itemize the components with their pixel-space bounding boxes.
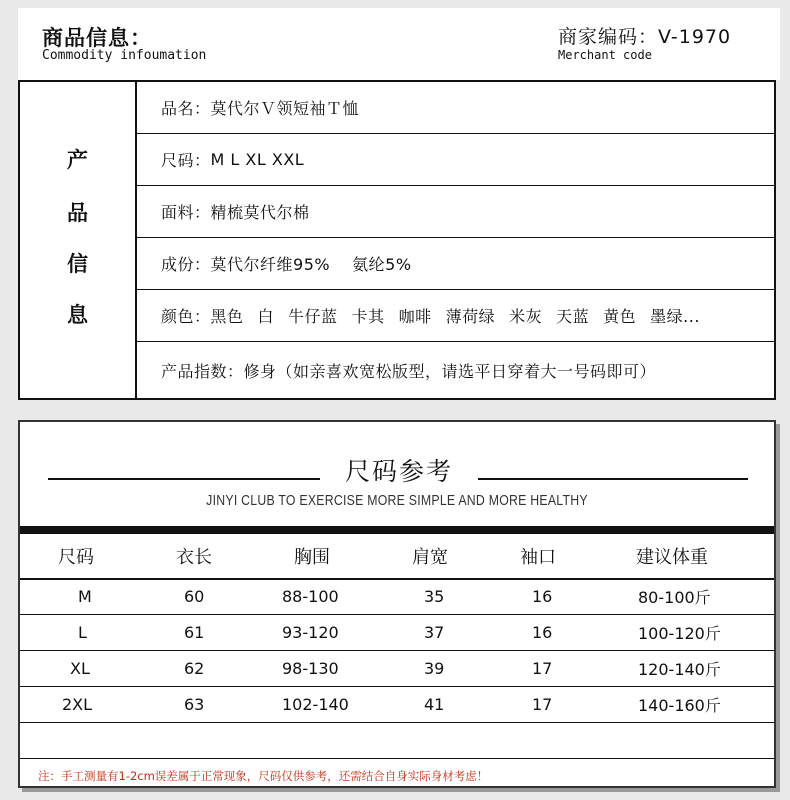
title-divider-right [478,478,748,480]
row-label: 成份： [161,255,211,274]
measurement-note: 注：手工测量有1-2cm误差属于正常现象，尺码仅供参考，还需结合自身实际身材考虑！ [38,769,489,783]
row-label: 面料： [161,203,211,222]
color-option: 白 [257,307,275,326]
empty-table-row [20,722,774,759]
color-option: 黑色 [210,307,244,326]
row-label: 产品指数： [161,361,244,381]
color-option: 天蓝 [556,307,590,326]
table-row [20,686,774,723]
cuff-cell: 17 [532,658,553,678]
color-option: 薄荷绿 [445,307,496,326]
fabric-row [137,186,776,238]
length-cell: 63 [184,694,205,714]
size-cell: 2XL [62,694,93,714]
table-row [20,578,774,615]
thick-divider [20,526,774,534]
color-option: 卡其 [351,307,385,326]
commodity-info-subtitle: Commodity infoumation [42,48,207,63]
size-cell: XL [70,658,90,678]
header-cell: 袖口 [520,547,556,568]
weight-cell: 140-160斤 [638,695,721,715]
chest-cell: 93-120 [282,622,339,642]
side-char: 品 [67,201,88,225]
row-value: 莫代尔纤维95% 氨纶5% [210,255,412,274]
size-cell: M [78,586,92,606]
cuff-cell: 16 [532,622,553,642]
color-option: 牛仔蓝 [288,307,338,326]
product-name-row [137,82,776,134]
size-chart-title: 尺码参考 [344,457,453,486]
chest-cell: 88-100 [282,586,339,606]
color-option: 黄色 [603,307,637,326]
header-cell: 建议体重 [636,547,708,568]
color-option: 咖啡 [398,307,432,326]
row-label: 颜色： [161,307,211,326]
row-value: 修身（如亲喜欢宽松版型，请选平日穿着大一号码即可） [243,361,657,381]
shoulder-cell: 37 [424,622,445,642]
header-cell: 尺码 [58,547,94,568]
table-row [20,614,774,651]
color-option: 米灰 [509,307,543,326]
shoulder-cell: 41 [424,694,445,714]
header-cell: 衣长 [176,547,212,568]
cuff-cell: 17 [532,694,553,714]
row-value: M L XL XXL [210,150,305,169]
size-row [137,134,776,186]
row-value: 精梳莫代尔棉 [210,203,310,222]
row-value: 莫代尔Ｖ领短袖Ｔ恤 [210,99,360,118]
size-cell: L [78,622,87,642]
merchant-code-subtitle: Merchant code [558,48,652,62]
chest-cell: 98-130 [282,658,339,678]
size-chart-slogan: JINYI CLUB TO EXERCISE MORE SIMPLE AND MORE HEALTHY [206,492,588,509]
product-info-side-label [20,82,137,398]
side-char: 息 [67,303,88,327]
header-cell: 肩宽 [412,547,448,568]
length-cell: 61 [184,622,205,642]
shoulder-cell: 35 [424,586,445,606]
commodity-info-title: 商品信息： [42,26,152,50]
table-row [20,650,774,687]
color-row [137,290,776,342]
title-divider-left [48,478,320,480]
length-cell: 62 [184,658,205,678]
row-label: 品名： [161,99,211,118]
composition-row [137,238,776,290]
shoulder-cell: 39 [424,658,445,678]
weight-cell: 120-140斤 [638,659,721,679]
side-char: 产 [67,148,88,172]
size-chart [18,420,776,788]
color-list [211,304,714,327]
header-cell: 胸围 [294,547,330,568]
length-cell: 60 [184,586,205,606]
size-table-header [20,534,774,580]
header-bar [18,8,780,80]
weight-cell: 80-100斤 [638,587,711,607]
chest-cell: 102-140 [282,694,349,714]
product-info-table [18,80,776,400]
color-option: 墨绿... [650,307,700,326]
fit-index-row [137,342,776,398]
cuff-cell: 16 [532,586,553,606]
side-char: 信 [67,252,88,276]
row-label: 尺码： [161,151,211,170]
weight-cell: 100-120斤 [638,623,721,643]
merchant-code-label: 商家编码：V-1970 [558,26,732,48]
